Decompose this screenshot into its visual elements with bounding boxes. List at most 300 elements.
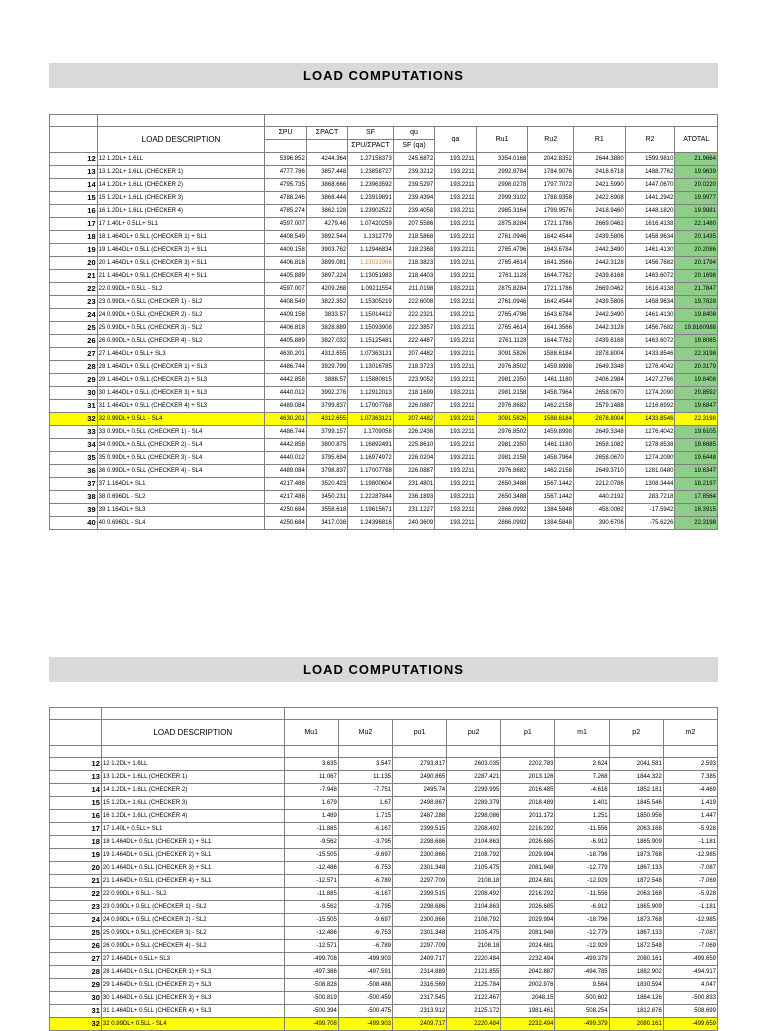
value-cell: 2002.976	[501, 979, 555, 992]
load-description-cell: 22 0.99DL+ 0.5LL - SL2	[101, 888, 284, 901]
load-description-cell: 23 0.99DL+ 0.5LL (CHECKER 1) - SL2	[97, 296, 265, 309]
col-p2: p2	[609, 720, 663, 746]
value-cell: 1461.4130	[625, 244, 675, 257]
value-cell: 1.401	[555, 797, 609, 810]
value-cell: 1.251	[555, 810, 609, 823]
value-cell: 218.1699	[393, 387, 434, 400]
table-row	[50, 478, 718, 491]
value-cell: 193.2211	[435, 374, 476, 387]
value-cell: 4312.655	[306, 413, 347, 426]
row-index: 15	[50, 797, 102, 810]
value-cell: 4440.012	[265, 387, 306, 400]
value-cell: 1642.4544	[528, 231, 574, 244]
value-cell: -11.556	[555, 888, 609, 901]
value-cell: 4777.786	[265, 166, 306, 179]
col-pu2: pu2	[447, 720, 501, 746]
value-cell: 2649.3710	[573, 465, 625, 478]
value-cell: 4409.158	[265, 309, 306, 322]
row-index: 25	[50, 927, 102, 940]
load-description-cell: 12 1.2DL+ 1.6LL	[101, 758, 284, 771]
value-cell: 193.2211	[435, 491, 476, 504]
value-cell: -9.697	[338, 914, 392, 927]
value-cell: 2080.161	[609, 953, 663, 966]
col-ru2: Ru2	[528, 127, 574, 153]
col-atotal: ATOTAL	[675, 127, 718, 153]
value-cell: 1281.0480	[625, 465, 675, 478]
value-cell: 218.5868	[393, 231, 434, 244]
table-row	[50, 361, 718, 374]
value-cell: 2981.2350	[476, 439, 528, 452]
value-cell: 1.13051983	[348, 270, 394, 283]
value-cell: 2495.74	[393, 784, 447, 797]
value-cell: 1461.1180	[528, 374, 574, 387]
value-cell: -497.386	[284, 966, 338, 979]
value-cell: 2316.569	[393, 979, 447, 992]
load-description-cell: 32 0.99DL+ 0.5LL - SL4	[97, 413, 265, 426]
value-cell: -6.789	[338, 940, 392, 953]
value-cell: 2314.889	[393, 966, 447, 979]
value-cell: -494.917	[663, 966, 717, 979]
value-cell: 3795.694	[306, 452, 347, 465]
value-cell: 207.4482	[393, 348, 434, 361]
load-description-cell: 13 1.2DL+ 1.6LL (CHECKER 1)	[97, 166, 265, 179]
value-cell: 9.564	[555, 979, 609, 992]
value-cell: 19.7828	[675, 296, 718, 309]
load-description-cell: 26 0.99DL+ 0.5LL (CHECKER 4) - SL2	[97, 335, 265, 348]
col-mu2: Mu2	[338, 720, 392, 746]
value-cell: -12.571	[284, 875, 338, 888]
value-cell: 2232.494	[501, 953, 555, 966]
col-sf: SF	[348, 127, 394, 140]
value-cell: 2439.6168	[573, 335, 625, 348]
value-cell: 3857.448	[306, 166, 347, 179]
table-row	[50, 218, 718, 231]
table-row	[50, 179, 718, 192]
value-cell: 1.17007768	[348, 400, 394, 413]
value-cell: 1.23919891	[348, 192, 394, 205]
value-cell: 2.624	[555, 758, 609, 771]
value-cell: 22.3198	[675, 413, 718, 426]
value-cell: 4597.007	[265, 283, 306, 296]
value-cell: 2981.2158	[476, 387, 528, 400]
value-cell: 1865.909	[609, 836, 663, 849]
load-description-cell: 17 1.40L+ 0.5LL+ SL1	[97, 218, 265, 231]
value-cell: -75.6226	[625, 517, 675, 530]
value-cell: -12.486	[284, 927, 338, 940]
value-cell: 1276.4042	[625, 426, 675, 439]
row-index: 34	[50, 439, 98, 452]
value-cell: 2208.492	[447, 888, 501, 901]
value-cell: 19.6685	[675, 439, 718, 452]
col-r1: R1	[573, 127, 625, 153]
load-description-cell: 34 0.99DL+ 0.5LL (CHECKER 2) - SL4	[97, 439, 265, 452]
load-description-cell: 25 0.99DL+ 0.5LL (CHECKER 3) - SL2	[97, 322, 265, 335]
value-cell: 2439.6168	[573, 270, 625, 283]
value-cell: -7.087	[663, 927, 717, 940]
value-cell: 18.2197	[675, 478, 718, 491]
value-cell: 1.15093908	[348, 322, 394, 335]
value-cell: 1463.6072	[625, 335, 675, 348]
value-cell: 22.3198	[675, 517, 718, 530]
value-cell: 1850.956	[609, 810, 663, 823]
value-cell: 4406.818	[265, 322, 306, 335]
row-index: 13	[50, 771, 102, 784]
value-cell: 193.2211	[435, 439, 476, 452]
value-cell: 1865.909	[609, 901, 663, 914]
load-description-cell: 14 1.2DL+ 1.6LL (CHECKER 2)	[97, 179, 265, 192]
value-cell: 2042.8352	[528, 153, 574, 166]
value-cell: 2669.0462	[573, 283, 625, 296]
load-description-cell: 31 1.464DL+ 0.5LL (CHECKER 4) + SL3	[97, 400, 265, 413]
value-cell: 1873.768	[609, 849, 663, 862]
value-cell: 2202.783	[501, 758, 555, 771]
value-cell: 3799.157	[306, 426, 347, 439]
value-cell: 193.2211	[435, 413, 476, 426]
value-cell: 440.2192	[573, 491, 625, 504]
load-description-cell: 18 1.464DL+ 0.5LL (CHECKER 1) + SL1	[101, 836, 284, 849]
value-cell: -11.556	[555, 823, 609, 836]
value-cell: 239.4058	[393, 205, 434, 218]
value-cell: 193.2211	[435, 153, 476, 166]
load-description-cell: 35 0.99DL+ 0.5LL (CHECKER 3) - SL4	[97, 452, 265, 465]
value-cell: 2080.161	[609, 1018, 663, 1031]
load-description-cell: 16 1.2DL+ 1.6LL (CHECKER 4)	[101, 810, 284, 823]
row-index: 24	[50, 309, 98, 322]
value-cell: 1872.548	[609, 875, 663, 888]
load-description-cell: 37 1.164DL+ SL1	[97, 478, 265, 491]
value-cell: 2289.379	[447, 797, 501, 810]
row-index: 33	[50, 426, 98, 439]
value-cell: 225.8610	[393, 439, 434, 452]
value-cell: -508.488	[338, 979, 392, 992]
value-cell: 22.3198	[675, 348, 718, 361]
value-cell: 2579.1488	[573, 400, 625, 413]
value-cell: 1.1312779	[348, 231, 394, 244]
value-cell: 2216.292	[501, 888, 555, 901]
row-index: 16	[50, 810, 102, 823]
value-cell: -7.751	[338, 784, 392, 797]
value-cell: 1276.4042	[625, 361, 675, 374]
value-cell: 2298.086	[447, 810, 501, 823]
value-cell: -499.708	[284, 1018, 338, 1031]
col-mu1: Mu1	[284, 720, 338, 746]
value-cell: 2026.685	[501, 836, 555, 849]
value-cell: 193.2211	[435, 218, 476, 231]
value-cell: 4630.201	[265, 413, 306, 426]
load-description-cell: 21 1.464DL+ 0.5LL (CHECKER 4) + SL1	[101, 875, 284, 888]
value-cell: 2042.887	[501, 966, 555, 979]
table-row	[50, 413, 718, 426]
value-cell: 20.8592	[675, 387, 718, 400]
value-cell: 2208.492	[447, 823, 501, 836]
value-cell: 4409.158	[265, 244, 306, 257]
value-cell: 2048.15	[501, 992, 555, 1005]
value-cell: 3.547	[338, 758, 392, 771]
value-cell: -7.948	[284, 784, 338, 797]
row-index: 28	[50, 361, 98, 374]
table-row	[50, 901, 718, 914]
value-cell: -6.912	[555, 901, 609, 914]
value-cell: 1458.9634	[625, 296, 675, 309]
value-cell: 2313.912	[393, 1005, 447, 1018]
row-index: 28	[50, 966, 102, 979]
value-cell: 1872.548	[609, 940, 663, 953]
value-cell: -4.616	[555, 784, 609, 797]
value-cell: -6.167	[338, 823, 392, 836]
value-cell: 3833.57	[306, 309, 347, 322]
value-cell: 1463.6072	[625, 270, 675, 283]
value-cell: 1812.876	[609, 1005, 663, 1018]
value-cell: 193.2211	[435, 387, 476, 400]
row-index: 38	[50, 491, 98, 504]
value-cell: 2761.0946	[476, 231, 528, 244]
load-description-cell: 23 0.99DL+ 0.5LL (CHECKER 1) - SL2	[101, 901, 284, 914]
value-cell: 193.2211	[435, 231, 476, 244]
value-cell: 2976.8502	[476, 361, 528, 374]
value-cell: 2399.515	[393, 823, 447, 836]
row-index: 30	[50, 992, 102, 1005]
row-index: 25	[50, 322, 98, 335]
value-cell: 11.135	[338, 771, 392, 784]
row-index: 14	[50, 784, 102, 797]
value-cell: -9.562	[284, 901, 338, 914]
table-row	[50, 914, 718, 927]
value-cell: 3520.423	[306, 478, 347, 491]
value-cell: 3903.762	[306, 244, 347, 257]
value-cell: 1308.3444	[625, 478, 675, 491]
load-description-cell: 39 1.164DL+ SL3	[97, 504, 265, 517]
value-cell: 17.8564	[675, 491, 718, 504]
value-cell: 193.2211	[435, 400, 476, 413]
value-cell: 226.2436	[393, 426, 434, 439]
value-cell: 2297.709	[393, 940, 447, 953]
col-load-description: LOAD DESCRIPTION	[97, 127, 265, 153]
value-cell: 1.15880815	[348, 374, 394, 387]
value-cell: 19.6448	[675, 452, 718, 465]
value-cell: 226.0887	[393, 400, 434, 413]
value-cell: 3450.231	[306, 491, 347, 504]
value-cell: 193.2211	[435, 309, 476, 322]
value-cell: 5396.852	[265, 153, 306, 166]
value-cell: 2026.685	[501, 901, 555, 914]
value-cell: 19.9639	[675, 166, 718, 179]
value-cell: 4406.818	[265, 257, 306, 270]
row-index: 23	[50, 296, 98, 309]
value-cell: -18.796	[555, 849, 609, 862]
value-cell: -12.929	[555, 940, 609, 953]
value-cell: 193.2211	[435, 452, 476, 465]
load-computations-table-2	[49, 707, 718, 1031]
table-row	[50, 771, 718, 784]
value-cell: 2024.681	[501, 940, 555, 953]
value-cell: 1588.6184	[528, 348, 574, 361]
value-cell: 2029.994	[501, 914, 555, 927]
value-cell: 3822.352	[306, 296, 347, 309]
value-cell: 4489.084	[265, 400, 306, 413]
load-description-cell: 18 1.464DL+ 0.5LL (CHECKER 1) + SL1	[97, 231, 265, 244]
value-cell: 1427.2766	[625, 374, 675, 387]
load-description-cell: 19 1.464DL+ 0.5LL (CHECKER 2) + SL1	[101, 849, 284, 862]
value-cell: 193.2211	[435, 296, 476, 309]
col-qu: qu	[393, 127, 434, 140]
row-index: 22	[50, 283, 98, 296]
row-index: 21	[50, 875, 102, 888]
load-description-cell: 12 1.2DL+ 1.6LL	[97, 153, 265, 166]
value-cell: 2658.0670	[573, 387, 625, 400]
value-cell: 3417.036	[306, 517, 347, 530]
value-cell: 2650.3488	[476, 478, 528, 491]
value-cell: 1599.9810	[625, 153, 675, 166]
table-row	[50, 491, 718, 504]
value-cell: 2439.5806	[573, 231, 625, 244]
value-cell: 20.1435	[675, 231, 718, 244]
value-cell: 19.8065	[675, 335, 718, 348]
value-cell: 2765.4614	[476, 257, 528, 270]
value-cell: 1458.7964	[528, 387, 574, 400]
value-cell: 1852.181	[609, 784, 663, 797]
value-cell: 18.3915	[675, 504, 718, 517]
value-cell: 4250.684	[265, 517, 306, 530]
value-cell: 4442.858	[265, 374, 306, 387]
value-cell: 240.3609	[393, 517, 434, 530]
value-cell: 1461.1180	[528, 439, 574, 452]
value-cell: -5.928	[663, 888, 717, 901]
value-cell: 3868.444	[306, 192, 347, 205]
col-pu1: pu1	[393, 720, 447, 746]
value-cell: 22.1480	[675, 218, 718, 231]
value-cell: 1448.1820	[625, 205, 675, 218]
value-cell: 4408.549	[265, 231, 306, 244]
value-cell: 2081.948	[501, 862, 555, 875]
table-row	[50, 940, 718, 953]
value-cell: 2.593	[663, 758, 717, 771]
value-cell: 1.67	[338, 797, 392, 810]
value-cell: -7.069	[663, 940, 717, 953]
table-row	[50, 758, 718, 771]
value-cell: 7.385	[663, 771, 717, 784]
value-cell: 2490.865	[393, 771, 447, 784]
value-cell: 2399.515	[393, 888, 447, 901]
value-cell: 3868.666	[306, 179, 347, 192]
value-cell: 222.3857	[393, 322, 434, 335]
value-cell: 4597.007	[265, 218, 306, 231]
value-cell: 20.1794	[675, 257, 718, 270]
value-cell: 2669.0462	[573, 218, 625, 231]
value-cell: 218.3723	[393, 361, 434, 374]
value-cell: 193.2211	[435, 192, 476, 205]
load-computations-table-1	[49, 114, 718, 530]
row-index: 17	[50, 218, 98, 231]
load-description-cell: 29 1.464DL+ 0.5LL (CHECKER 2) + SL3	[101, 979, 284, 992]
load-description-cell: 26 0.99DL+ 0.5LL (CHECKER 4) - SL2	[101, 940, 284, 953]
value-cell: 1.22287844	[348, 491, 394, 504]
load-description-cell: 31 1.464DL+ 0.5LL (CHECKER 4) + SL3	[101, 1005, 284, 1018]
table-row	[50, 387, 718, 400]
value-cell: 2650.3488	[476, 491, 528, 504]
value-cell: -7.069	[663, 875, 717, 888]
value-cell: 4795.735	[265, 179, 306, 192]
value-cell: 193.2211	[435, 348, 476, 361]
value-cell: 1.715	[338, 810, 392, 823]
value-cell: 207.5586	[393, 218, 434, 231]
value-cell: 4405.889	[265, 270, 306, 283]
table-row	[50, 322, 718, 335]
value-cell: 4217.488	[265, 491, 306, 504]
value-cell: -499.659	[663, 953, 717, 966]
value-cell: 11.067	[284, 771, 338, 784]
value-cell: 2875.8284	[476, 218, 528, 231]
value-cell: 2108.792	[447, 849, 501, 862]
value-cell: 3798.837	[306, 465, 347, 478]
value-cell: 2761.0946	[476, 296, 528, 309]
value-cell: 390.6706	[573, 517, 625, 530]
value-cell: -6.753	[338, 862, 392, 875]
value-cell: 193.2211	[435, 465, 476, 478]
load-description-cell: 28 1.464DL+ 0.5LL (CHECKER 1) + SL3	[101, 966, 284, 979]
table-row	[50, 166, 718, 179]
value-cell: -12.985	[663, 849, 717, 862]
row-index: 30	[50, 387, 98, 400]
value-cell: 2875.8284	[476, 283, 528, 296]
value-cell: 1459.8998	[528, 361, 574, 374]
table-row	[50, 309, 718, 322]
table-row	[50, 192, 718, 205]
value-cell: 1642.4544	[528, 296, 574, 309]
value-cell: -9.562	[284, 836, 338, 849]
value-cell: 222.4467	[393, 335, 434, 348]
col-m1: m1	[555, 720, 609, 746]
value-cell: 2216.292	[501, 823, 555, 836]
value-cell: 21.9664	[675, 153, 718, 166]
value-cell: -499.903	[338, 1018, 392, 1031]
table-row	[50, 797, 718, 810]
value-cell: 1458.9634	[625, 231, 675, 244]
row-index: 18	[50, 231, 98, 244]
value-cell: 2108.792	[447, 914, 501, 927]
value-cell: 1644.7762	[528, 270, 574, 283]
table-row	[50, 296, 718, 309]
load-description-cell: 14 1.2DL+ 1.6LL (CHECKER 2)	[101, 784, 284, 797]
value-cell: 1867.133	[609, 862, 663, 875]
row-index: 20	[50, 257, 98, 270]
value-cell: 4489.084	[265, 465, 306, 478]
value-cell: 2298.686	[393, 836, 447, 849]
value-cell: 1216.6992	[625, 400, 675, 413]
value-cell: 2418.9460	[573, 205, 625, 218]
table-row	[50, 439, 718, 452]
load-description-cell: 15 1.2DL+ 1.6LL (CHECKER 3)	[97, 192, 265, 205]
value-cell: 1433.8546	[625, 348, 675, 361]
value-cell: 2105.475	[447, 927, 501, 940]
value-cell: 19.6105	[675, 426, 718, 439]
value-cell: 4440.012	[265, 452, 306, 465]
table-row	[50, 966, 718, 979]
table-row	[50, 465, 718, 478]
load-description-cell: 33 0.99DL+ 0.5LL (CHECKER 1) - SL4	[97, 426, 265, 439]
value-cell: -7.087	[663, 862, 717, 875]
value-cell: 3091.5826	[476, 413, 528, 426]
value-cell: 1.12912013	[348, 387, 394, 400]
value-cell: -500.602	[555, 992, 609, 1005]
value-cell: 2976.8502	[476, 426, 528, 439]
value-cell: 3800.875	[306, 439, 347, 452]
value-cell: 239.4394	[393, 192, 434, 205]
table-row	[50, 992, 718, 1005]
value-cell: 1.16974972	[348, 452, 394, 465]
value-cell: 458.0062	[573, 504, 625, 517]
load-description-cell: 20 1.464DL+ 0.5LL (CHECKER 3) + SL1	[101, 862, 284, 875]
value-cell: 508.254	[555, 1005, 609, 1018]
